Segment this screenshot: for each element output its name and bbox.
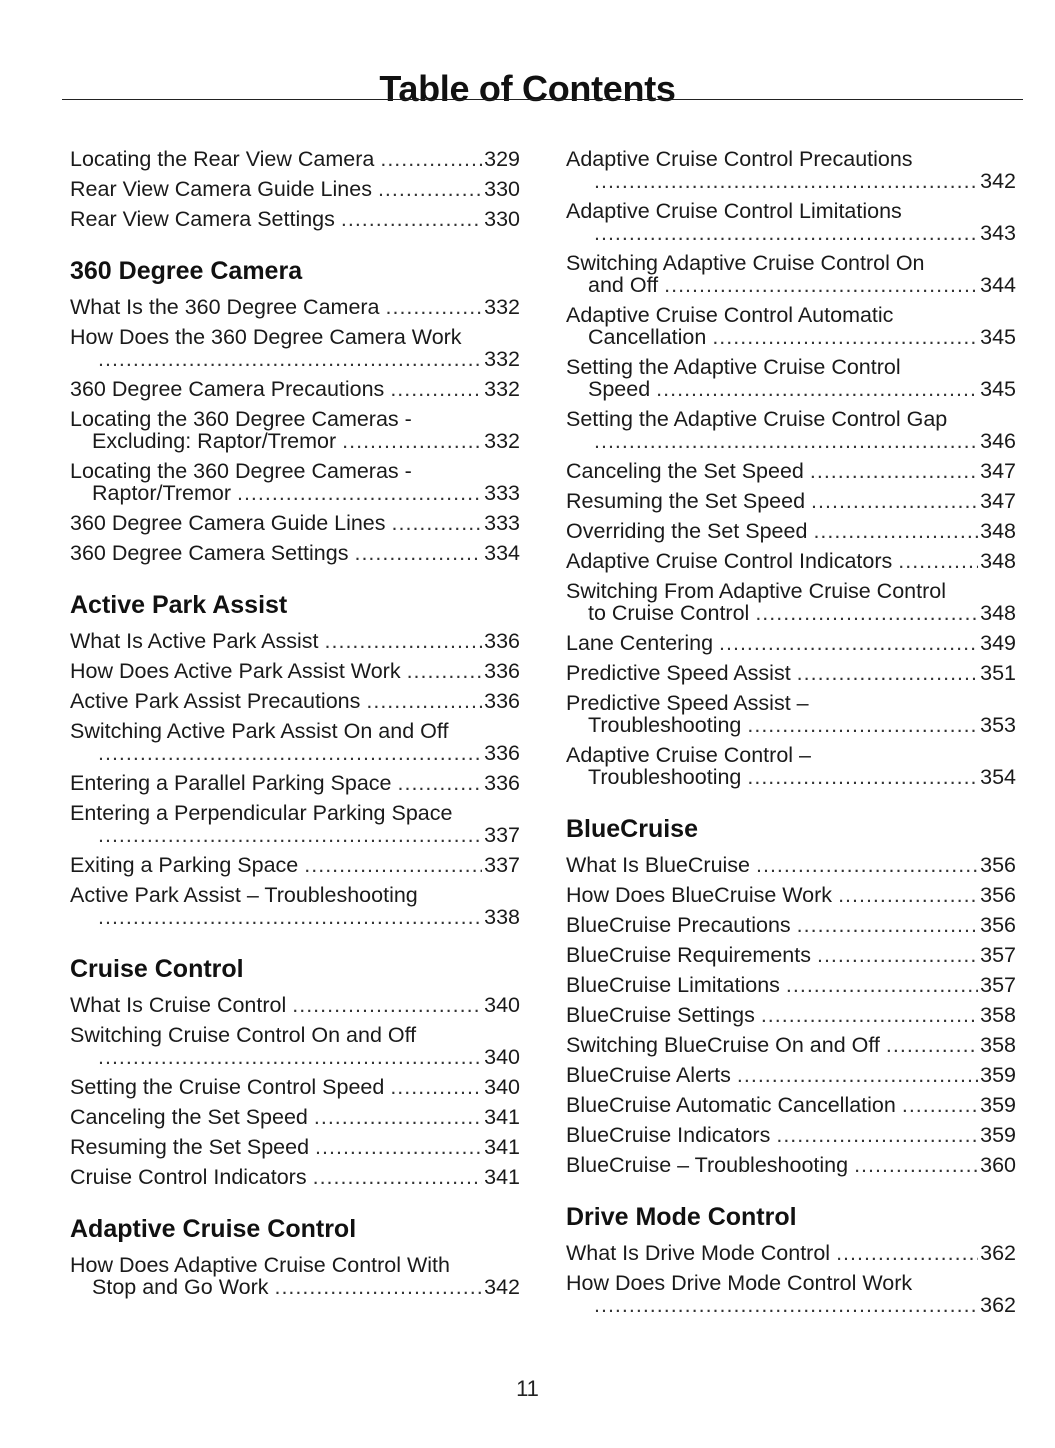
toc-entry-title: BlueCruise – Troubleshooting: [566, 1153, 849, 1177]
toc-entry-how-does-the-360-degree-camera-work[interactable]: [70, 322, 520, 374]
toc-left-column: [70, 144, 520, 1302]
toc-entry-title: How Does Drive Mode Control Work: [566, 1271, 913, 1295]
toc-entry-title: BlueCruise Indicators: [566, 1123, 771, 1147]
toc-entry-exiting-a-parking-space[interactable]: [70, 850, 520, 880]
toc-entry-active-park-assist-precautions[interactable]: [70, 686, 520, 716]
toc-entry-title: Entering a Perpendicular Parking Space: [70, 801, 453, 825]
toc-page-number: 348: [980, 519, 1016, 543]
dot-leader: [756, 850, 978, 880]
toc-entry-how-does-active-park-assist-work[interactable]: [70, 656, 520, 686]
dot-leader: [398, 768, 483, 798]
toc-entry-continuation: Speed: [588, 377, 651, 401]
toc-entry-bluecruise-limitations[interactable]: [566, 970, 1016, 1000]
toc-entry-lane-centering[interactable]: [566, 628, 1016, 658]
toc-page-number: 329: [484, 147, 520, 171]
section-heading-active-park-assist: Active Park Assist: [70, 591, 288, 619]
toc-page-number: 341: [484, 1135, 520, 1159]
toc-entry-title: Setting the Adaptive Cruise Control: [566, 355, 901, 379]
toc-entry-title: Switching Active Park Assist On and Off: [70, 719, 449, 743]
toc-entry-title: How Does BlueCruise Work: [566, 883, 833, 907]
toc-page-number: 333: [484, 481, 520, 505]
toc-entry-what-is-cruise-control[interactable]: [70, 990, 520, 1020]
dot-leader: [98, 820, 482, 850]
toc-entry-active-park-assist-troubleshooting[interactable]: [70, 880, 520, 932]
dot-leader: [594, 426, 978, 456]
toc-entry-title: BlueCruise Alerts: [566, 1063, 731, 1087]
toc-page-number: 346: [980, 429, 1016, 453]
toc-entry-title: What Is Cruise Control: [70, 993, 287, 1017]
toc-page-number: 347: [980, 489, 1016, 513]
toc-page-number: 349: [980, 631, 1016, 655]
dot-leader: [797, 658, 978, 688]
toc-page-number: 359: [980, 1093, 1016, 1117]
toc-entry-setting-the-adaptive-cruise-control-gap[interactable]: [566, 404, 1016, 456]
toc-entry-rear-view-camera-guide-lines[interactable]: [70, 174, 520, 204]
dot-leader: [313, 1162, 483, 1192]
dot-leader: [594, 218, 978, 248]
page-title: Table of Contents: [379, 68, 676, 110]
toc-entry-setting-the-adaptive-cruise-control[interactable]: [566, 352, 1016, 404]
dot-leader: [813, 516, 978, 546]
toc-page-number: 330: [484, 177, 520, 201]
toc-page-number: 332: [484, 429, 520, 453]
toc-entry-title: Adaptive Cruise Control Limitations: [566, 199, 902, 223]
toc-page-number: 336: [484, 689, 520, 713]
toc-entry-bluecruise-indicators[interactable]: [566, 1120, 1016, 1150]
toc-page-number: 360: [980, 1153, 1016, 1177]
dot-leader: [341, 204, 482, 234]
toc-page-number: 351: [980, 661, 1016, 685]
dot-leader: [354, 538, 482, 568]
toc-entry-continuation: Troubleshooting: [588, 765, 742, 789]
toc-entry-title: Cruise Control Indicators: [70, 1165, 307, 1189]
toc-page-number: 359: [980, 1123, 1016, 1147]
dot-leader: [594, 166, 978, 196]
toc-entry-continuation: Stop and Go Work: [92, 1275, 269, 1299]
toc-page-number: 347: [980, 459, 1016, 483]
toc-entry-how-does-bluecruise-work[interactable]: [566, 880, 1016, 910]
toc-page-number: 340: [484, 1045, 520, 1069]
dot-leader: [98, 344, 482, 374]
toc-entry-what-is-bluecruise[interactable]: [566, 850, 1016, 880]
toc-entry-title: What Is the 360 Degree Camera: [70, 295, 380, 319]
dot-leader: [292, 990, 482, 1020]
dot-leader: [390, 374, 482, 404]
toc-entry-switching-cruise-control-on-and-off[interactable]: [70, 1020, 520, 1072]
toc-page-number: 356: [980, 853, 1016, 877]
toc-entry-setting-the-cruise-control-speed[interactable]: [70, 1072, 520, 1102]
toc-entry-cruise-control-indicators[interactable]: [70, 1162, 520, 1192]
toc-entry-title: BlueCruise Precautions: [566, 913, 791, 937]
toc-page-number: 353: [980, 713, 1016, 737]
toc-entry-title: Predictive Speed Assist: [566, 661, 791, 685]
dot-leader: [315, 1132, 482, 1162]
toc-entry-switching-active-park-assist-on-and-off[interactable]: [70, 716, 520, 768]
toc-page-number: 341: [484, 1105, 520, 1129]
toc-entry-title: Adaptive Cruise Control –: [566, 743, 811, 767]
toc-entry-title: Switching From Adaptive Cruise Control: [566, 579, 946, 603]
dot-leader: [898, 546, 978, 576]
toc-entry-continuation: and Off: [588, 273, 659, 297]
toc-page-number: 344: [980, 273, 1016, 297]
toc-page-number: 356: [980, 913, 1016, 937]
section-heading-bluecruise: BlueCruise: [566, 815, 698, 843]
toc-entry-title: Adaptive Cruise Control Precautions: [566, 147, 913, 171]
dot-leader: [314, 1102, 482, 1132]
toc-entry-locating-the-rear-view-camera[interactable]: [70, 144, 520, 174]
toc-entry-adaptive-cruise-control-limitations[interactable]: [566, 196, 1016, 248]
toc-entry-overriding-the-set-speed[interactable]: [566, 516, 1016, 546]
toc-entry-title: Exiting a Parking Space: [70, 853, 299, 877]
toc-entry-resuming-the-set-speed[interactable]: [566, 486, 1016, 516]
toc-entry-resuming-the-set-speed[interactable]: [70, 1132, 520, 1162]
dot-leader: [304, 850, 482, 880]
toc-entry-continuation: Troubleshooting: [588, 713, 742, 737]
dot-leader: [656, 374, 978, 404]
toc-page-number: 336: [484, 659, 520, 683]
toc-entry-adaptive-cruise-control-precautions[interactable]: [566, 144, 1016, 196]
toc-entry-title: BlueCruise Automatic Cancellation: [566, 1093, 896, 1117]
toc-entry-locating-the-360-degree-cameras[interactable]: [70, 456, 520, 508]
toc-entry-title: Switching BlueCruise On and Off: [566, 1033, 880, 1057]
toc-entry-title: BlueCruise Limitations: [566, 973, 780, 997]
toc-entry-adaptive-cruise-control-indicators[interactable]: [566, 546, 1016, 576]
dot-leader: [237, 478, 482, 508]
dot-leader: [838, 880, 978, 910]
toc-page-number: 337: [484, 853, 520, 877]
toc-entry-title: Locating the 360 Degree Cameras -: [70, 407, 412, 431]
toc-page-number: 348: [980, 601, 1016, 625]
toc-entry-continuation: Excluding: Raptor/Tremor: [92, 429, 337, 453]
toc-page-number: 343: [980, 221, 1016, 245]
toc-entry-title: Locating the Rear View Camera: [70, 147, 375, 171]
toc-entry-title: 360 Degree Camera Precautions: [70, 377, 385, 401]
dot-leader: [817, 940, 978, 970]
toc-page-number: 334: [484, 541, 520, 565]
toc-entry-rear-view-camera-settings[interactable]: [70, 204, 520, 234]
toc-entry-title: What Is Drive Mode Control: [566, 1241, 831, 1265]
dot-leader: [797, 910, 978, 940]
toc-entry-predictive-speed-assist[interactable]: [566, 688, 1016, 740]
toc-entry-title: Predictive Speed Assist –: [566, 691, 809, 715]
dot-leader: [98, 1042, 482, 1072]
toc-entry-title: Resuming the Set Speed: [70, 1135, 310, 1159]
toc-entry-title: How Does Adaptive Cruise Control With: [70, 1253, 450, 1277]
toc-page-number: 342: [980, 169, 1016, 193]
toc-entry-title: What Is Active Park Assist: [70, 629, 319, 653]
toc-entry-title: 360 Degree Camera Settings: [70, 541, 349, 565]
toc-page-number: 332: [484, 295, 520, 319]
toc-page-number: 330: [484, 207, 520, 231]
title-divider: [62, 99, 1023, 100]
toc-entry-title: Adaptive Cruise Control Indicators: [566, 549, 893, 573]
toc-page-number: 358: [980, 1033, 1016, 1057]
toc-entry-title: Switching Cruise Control On and Off: [70, 1023, 417, 1047]
dot-leader: [811, 486, 978, 516]
section-heading-adaptive-cruise-control: Adaptive Cruise Control: [70, 1215, 357, 1243]
dot-leader: [98, 738, 482, 768]
toc-entry-title: Canceling the Set Speed: [566, 459, 804, 483]
toc-right-column: [566, 144, 1016, 1320]
toc-entry-title: Locating the 360 Degree Cameras -: [70, 459, 412, 483]
toc-entry-how-does-drive-mode-control-work[interactable]: [566, 1268, 1016, 1320]
toc-entry-360-degree-camera-settings[interactable]: [70, 538, 520, 568]
toc-entry-title: BlueCruise Requirements: [566, 943, 811, 967]
section-heading-360-degree-camera: 360 Degree Camera: [70, 257, 303, 285]
toc-entry-continuation: to Cruise Control: [588, 601, 750, 625]
toc-page-number: 338: [484, 905, 520, 929]
dot-leader: [594, 1290, 978, 1320]
dot-leader: [325, 626, 483, 656]
dot-leader: [392, 508, 483, 538]
dot-leader: [98, 902, 482, 932]
toc-entry-entering-a-parallel-parking-space[interactable]: [70, 768, 520, 798]
toc-page-number: 336: [484, 629, 520, 653]
toc-entry-title: What Is BlueCruise: [566, 853, 751, 877]
toc-page-number: 342: [484, 1275, 520, 1299]
dot-leader: [776, 1120, 978, 1150]
toc-entry-canceling-the-set-speed[interactable]: [70, 1102, 520, 1132]
toc-page-number: 345: [980, 377, 1016, 401]
dot-leader: [390, 1072, 482, 1102]
toc-entry-bluecruise-troubleshooting[interactable]: [566, 1150, 1016, 1180]
toc-entry-title: 360 Degree Camera Guide Lines: [70, 511, 386, 535]
toc-page-number: 348: [980, 549, 1016, 573]
toc-entry-bluecruise-automatic-cancellation[interactable]: [566, 1090, 1016, 1120]
toc-entry-adaptive-cruise-control-automatic[interactable]: [566, 300, 1016, 352]
dot-leader: [747, 710, 978, 740]
toc-entry-title: BlueCruise Settings: [566, 1003, 755, 1027]
dot-leader: [810, 456, 978, 486]
toc-entry-predictive-speed-assist[interactable]: [566, 658, 1016, 688]
toc-entry-what-is-the-360-degree-camera[interactable]: [70, 292, 520, 322]
dot-leader: [664, 270, 978, 300]
toc-entry-how-does-adaptive-cruise-control-with[interactable]: [70, 1250, 520, 1302]
toc-page-number: 332: [484, 377, 520, 401]
dot-leader: [886, 1030, 978, 1060]
dot-leader: [712, 322, 978, 352]
toc-entry-continuation: Raptor/Tremor: [92, 481, 231, 505]
toc-entry-title: How Does Active Park Assist Work: [70, 659, 401, 683]
toc-entry-title: Adaptive Cruise Control Automatic: [566, 303, 894, 327]
toc-entry-title: Rear View Camera Settings: [70, 207, 335, 231]
dot-leader: [407, 656, 483, 686]
toc-entry-bluecruise-requirements[interactable]: [566, 940, 1016, 970]
toc-page-number: 362: [980, 1293, 1016, 1317]
toc-entry-title: Rear View Camera Guide Lines: [70, 177, 372, 201]
toc-entry-title: Active Park Assist – Troubleshooting: [70, 883, 418, 907]
toc-entry-what-is-active-park-assist[interactable]: [70, 626, 520, 656]
toc-page-number: 340: [484, 993, 520, 1017]
page-number: 11: [516, 1376, 539, 1401]
toc-entry-title: Active Park Assist Precautions: [70, 689, 361, 713]
dot-leader: [342, 426, 482, 456]
toc-entry-bluecruise-settings[interactable]: [566, 1000, 1016, 1030]
toc-page-number: 362: [980, 1241, 1016, 1265]
dot-leader: [366, 686, 482, 716]
dot-leader: [378, 174, 482, 204]
toc-page-number: 354: [980, 765, 1016, 789]
toc-entry-title: Overriding the Set Speed: [566, 519, 808, 543]
toc-page-number: 333: [484, 511, 520, 535]
toc-page-number: 336: [484, 741, 520, 765]
toc-entry-title: Setting the Cruise Control Speed: [70, 1075, 385, 1099]
toc-page-number: 356: [980, 883, 1016, 907]
toc-entry-title: Canceling the Set Speed: [70, 1105, 308, 1129]
toc-page-number: 359: [980, 1063, 1016, 1087]
toc-page-number: 345: [980, 325, 1016, 349]
toc-page-number: 357: [980, 973, 1016, 997]
dot-leader: [386, 292, 483, 322]
dot-leader: [755, 598, 978, 628]
dot-leader: [737, 1060, 978, 1090]
dot-leader: [274, 1272, 482, 1302]
toc-entry-title: How Does the 360 Degree Camera Work: [70, 325, 462, 349]
dot-leader: [902, 1090, 978, 1120]
toc-entry-title: Lane Centering: [566, 631, 714, 655]
toc-page-number: 336: [484, 771, 520, 795]
toc-entry-360-degree-camera-precautions[interactable]: [70, 374, 520, 404]
toc-page-number: 357: [980, 943, 1016, 967]
dot-leader: [380, 144, 482, 174]
toc-page-number: 340: [484, 1075, 520, 1099]
toc-entry-canceling-the-set-speed[interactable]: [566, 456, 1016, 486]
section-heading-drive-mode-control: Drive Mode Control: [566, 1203, 797, 1231]
dot-leader: [747, 762, 978, 792]
toc-entry-what-is-drive-mode-control[interactable]: [566, 1238, 1016, 1268]
toc-entry-title: Setting the Adaptive Cruise Control Gap: [566, 407, 948, 431]
dot-leader: [786, 970, 978, 1000]
toc-entry-switching-from-adaptive-cruise-control[interactable]: [566, 576, 1016, 628]
toc-entry-title: Resuming the Set Speed: [566, 489, 806, 513]
toc-entry-title: Entering a Parallel Parking Space: [70, 771, 392, 795]
section-heading-cruise-control: Cruise Control: [70, 955, 244, 983]
dot-leader: [719, 628, 978, 658]
toc-entry-switching-bluecruise-on-and-off[interactable]: [566, 1030, 1016, 1060]
dot-leader: [836, 1238, 978, 1268]
toc-page-number: 341: [484, 1165, 520, 1189]
toc-entry-bluecruise-alerts[interactable]: [566, 1060, 1016, 1090]
toc-entry-entering-a-perpendicular-parking-space[interactable]: [70, 798, 520, 850]
toc-entry-360-degree-camera-guide-lines[interactable]: [70, 508, 520, 538]
toc-entry-switching-adaptive-cruise-control-on[interactable]: [566, 248, 1016, 300]
dot-leader: [761, 1000, 978, 1030]
toc-entry-bluecruise-precautions[interactable]: [566, 910, 1016, 940]
toc-entry-title: Switching Adaptive Cruise Control On: [566, 251, 925, 275]
toc-entry-locating-the-360-degree-cameras[interactable]: [70, 404, 520, 456]
toc-entry-adaptive-cruise-control[interactable]: [566, 740, 1016, 792]
toc-page-number: 332: [484, 347, 520, 371]
toc-entry-continuation: Cancellation: [588, 325, 707, 349]
toc-page-number: 337: [484, 823, 520, 847]
toc-page-number: 358: [980, 1003, 1016, 1027]
dot-leader: [854, 1150, 978, 1180]
